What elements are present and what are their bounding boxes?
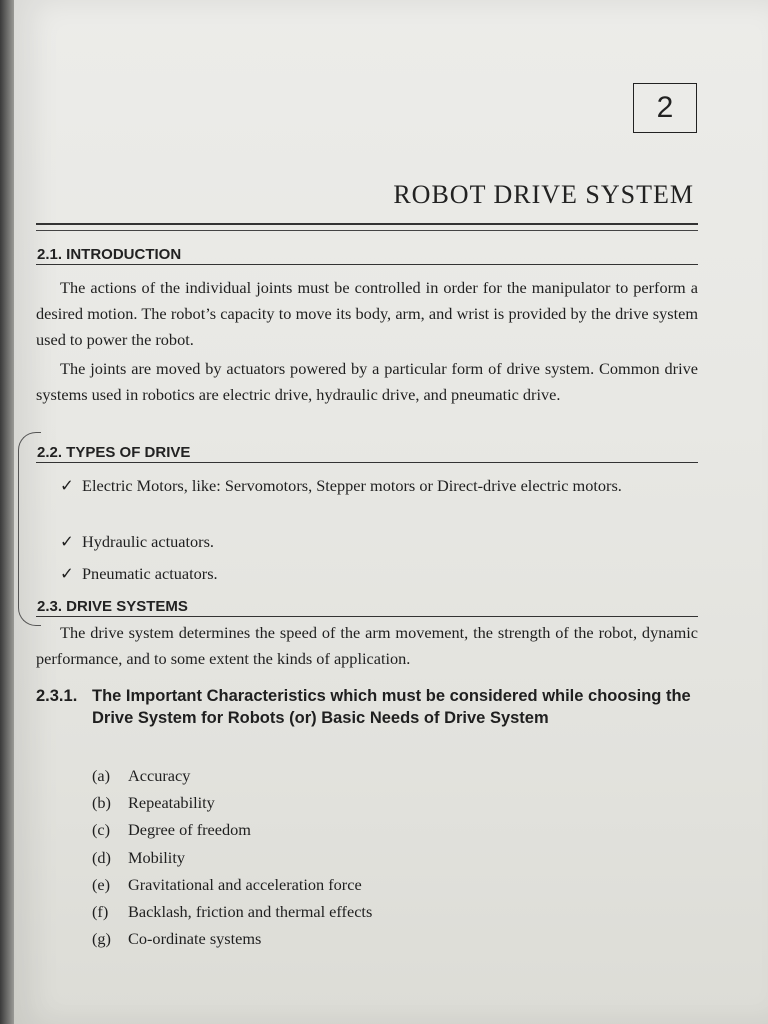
list-item-text: Co-ordinate systems <box>128 929 262 949</box>
intro-paragraph-1-text: The actions of the individual joints must be controlled in order for the manipulator to perform a desired motion. The robot’s capacity to move its body, arm, and wrist is provided by the drive system used to power the robot. <box>36 278 698 349</box>
section-heading-drive-systems: 2.3. DRIVE SYSTEMS <box>36 598 698 617</box>
list-label: (b) <box>92 793 111 813</box>
list-item-text: Hydraulic actuators. <box>82 532 215 551</box>
list-item-text: Repeatability <box>128 793 215 813</box>
list-label: (a) <box>92 766 111 785</box>
title-rule-thin <box>36 230 698 231</box>
intro-paragraph-2-text: The joints are moved by actuators powered by a particular form of drive system. Common drive systems used in robotics are electric drive, hydraulic drive, and pneumatic drive. <box>36 359 698 404</box>
subsection-title: The Important Characteristics which must be considered while choosing the Drive System for Robots (or) Basic Needs of Drive System <box>92 687 691 727</box>
list-item <box>60 528 698 556</box>
list-item <box>92 816 372 843</box>
list-item-text: Degree of freedom <box>128 820 251 840</box>
subsection-heading <box>36 685 698 729</box>
book-page <box>14 0 768 1024</box>
list-item <box>92 898 372 925</box>
list-item-text: Gravitational and acceleration force <box>128 874 362 894</box>
book-spine-shadow <box>0 0 14 1024</box>
list-item <box>92 844 372 871</box>
list-label: (d) <box>92 847 111 867</box>
list-item-text: Accuracy <box>128 766 191 785</box>
drive-paragraph <box>36 620 698 672</box>
list-item <box>92 762 372 789</box>
list-item <box>92 789 372 816</box>
intro-paragraph-2 <box>36 356 698 408</box>
subsection-number: 2.3.1. <box>36 687 78 705</box>
chapter-number: 2 <box>656 91 674 124</box>
intro-paragraph-1 <box>36 275 698 353</box>
chapter-title: ROBOT DRIVE SYSTEM <box>393 180 694 209</box>
list-item-text: Mobility <box>128 847 185 867</box>
drive-paragraph-text: The drive system determines the speed of the arm movement, the strength of the robot, dynamic performance, and to some extent the kinds of application. <box>36 623 698 668</box>
list-label: (f) <box>92 901 109 921</box>
list-label: (c) <box>92 820 111 840</box>
list-label: (e) <box>92 874 111 894</box>
list-label: (g) <box>92 929 111 949</box>
list-item-text: Electric Motors, like: Servomotors, Stepper motors or Direct-drive electric motors. <box>82 476 622 495</box>
list-item <box>92 925 372 952</box>
check-icon: ✓ <box>60 564 74 583</box>
list-item <box>60 471 698 501</box>
section-heading-introduction: 2.1. INTRODUCTION <box>36 246 698 265</box>
section-heading-types: 2.2. TYPES OF DRIVE <box>36 444 698 463</box>
title-rule <box>36 223 698 225</box>
list-item <box>92 871 372 898</box>
list-item-text: Backlash, friction and thermal effects <box>128 901 373 921</box>
list-item <box>60 560 698 588</box>
check-icon: ✓ <box>60 532 74 551</box>
check-icon: ✓ <box>60 476 74 495</box>
list-item-text: Pneumatic actuators. <box>82 564 218 583</box>
chapter-number-box <box>633 83 697 133</box>
characteristics-list <box>92 762 372 952</box>
